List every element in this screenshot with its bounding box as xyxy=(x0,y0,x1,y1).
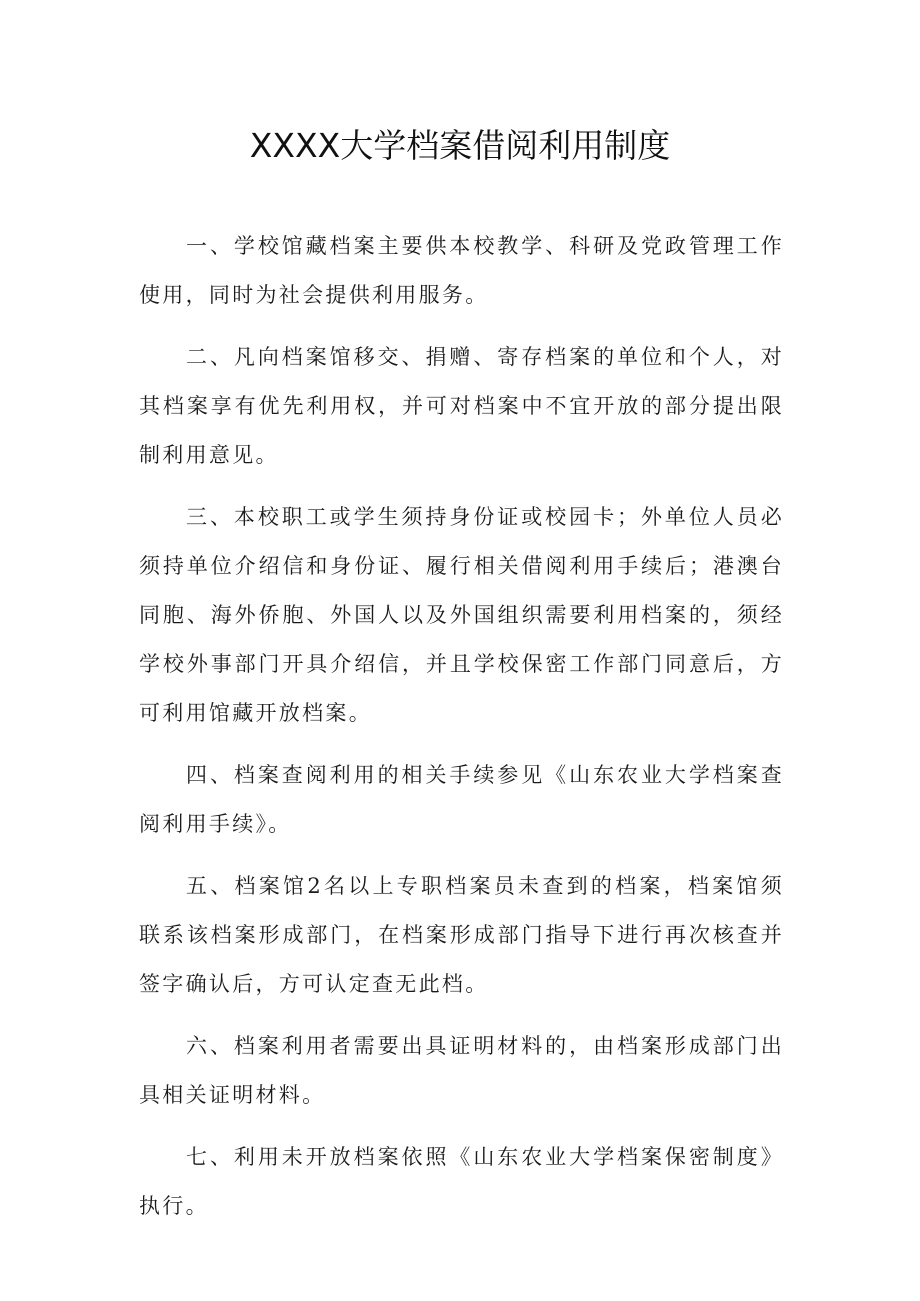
paragraph-5: 五、档案馆2名以上专职档案员未查到的档案，档案馆须联系该档案形成部门，在档案形成部门指导下进行再次核查并签字确认后，方可认定查无此档。 xyxy=(139,874,784,996)
document-body xyxy=(139,222,784,1244)
paragraph-1: 一、学校馆藏档案主要供本校教学、科研及党政管理工作使用，同时为社会提供利用服务。 xyxy=(139,234,784,307)
paragraph-7: 七、利用未开放档案依照《山东农业大学档案保密制度》执行。 xyxy=(139,1145,784,1218)
paragraph-2: 二、凡向档案馆移交、捐赠、寄存档案的单位和个人，对其档案享有优先利用权，并可对档案中不宜开放的部分提出限制利用意见。 xyxy=(139,345,784,467)
document-title: XXXX大学档案借阅利用制度 xyxy=(249,126,671,165)
paragraph-3: 三、本校职工或学生须持身份证或校园卡；外单位人员必须持单位介绍信和身份证、履行相关借阅利用手续后；港澳台同胞、海外侨胞、外国人以及外国组织需要利用档案的，须经学校外事部门开具介绍信，并且学校保密工作部门同意后，方可利用馆藏开放档案。 xyxy=(139,505,784,725)
paragraph-4: 四、档案查阅利用的相关手续参见《山东农业大学档案查阅利用手续》。 xyxy=(139,763,784,836)
paragraph-6: 六、档案利用者需要出具证明材料的，由档案形成部门出具相关证明材料。 xyxy=(139,1034,784,1107)
